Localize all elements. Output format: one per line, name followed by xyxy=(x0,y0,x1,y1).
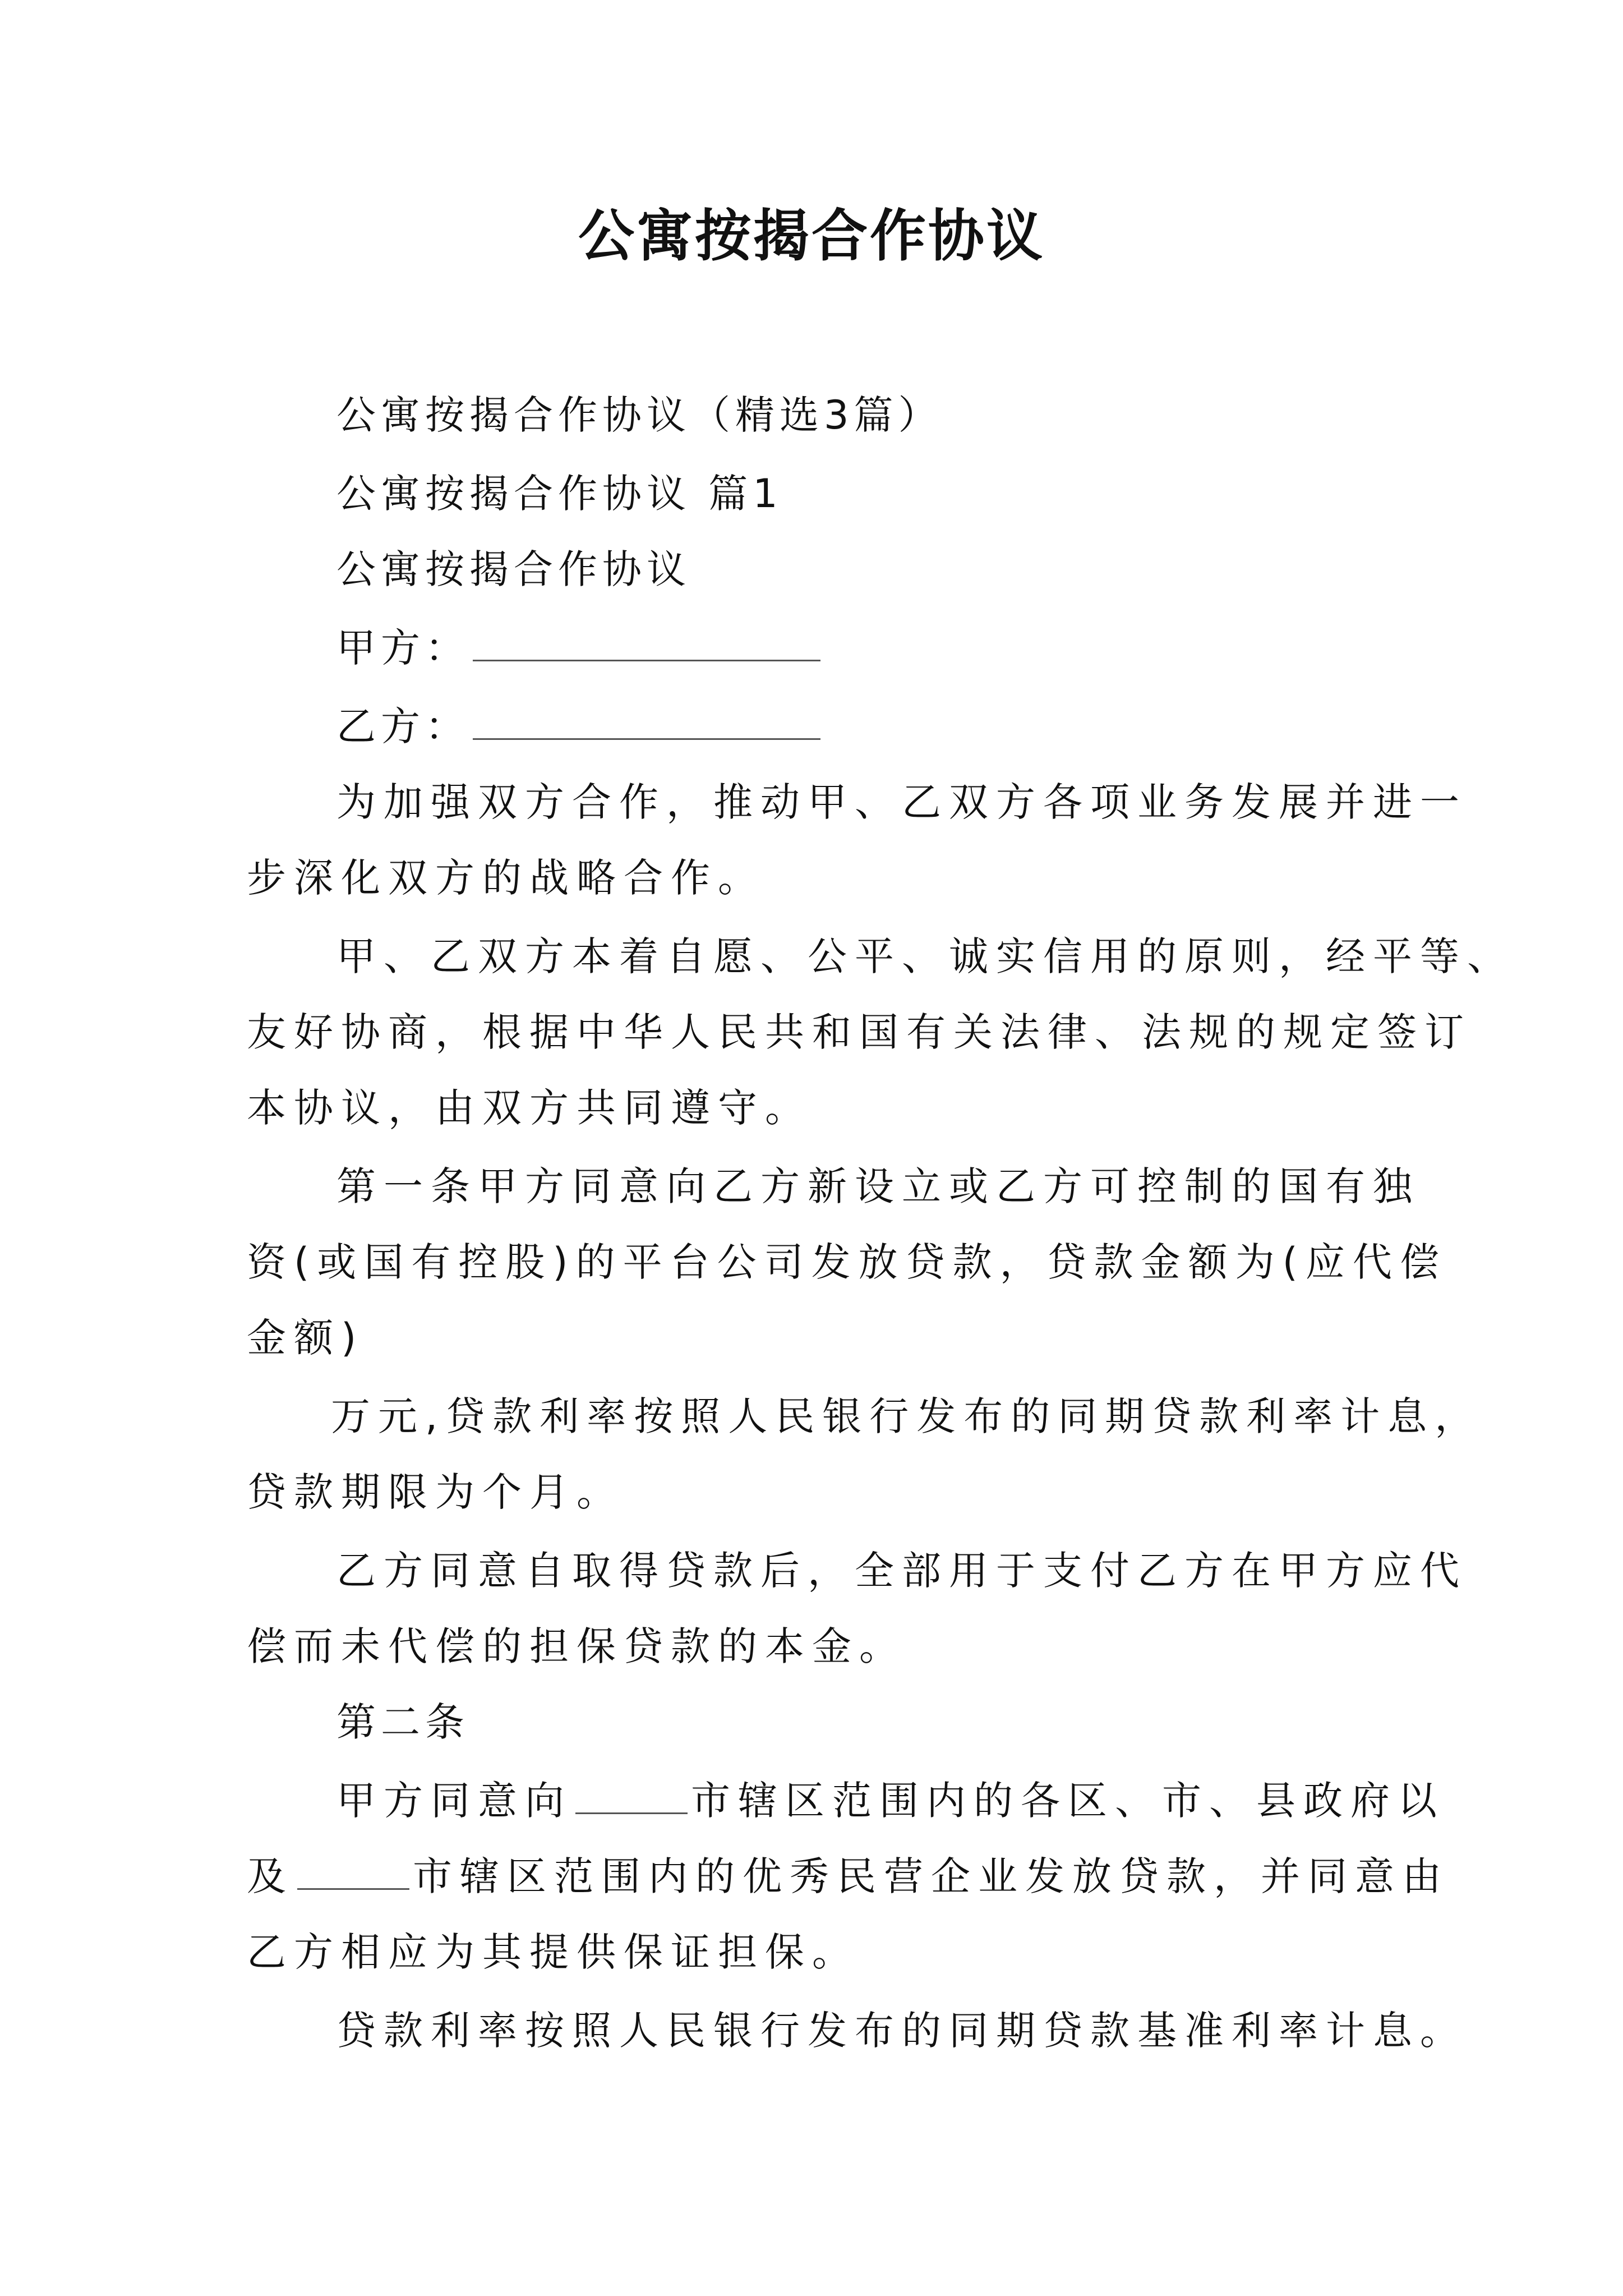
party-a-label: 甲方： xyxy=(336,625,469,671)
party-b-blank[interactable] xyxy=(473,727,820,740)
document-title: 公寓按揭合作协议 xyxy=(578,203,1045,269)
agreement-heading: 公寓按揭合作协议 xyxy=(336,546,691,592)
subtitle-line: 公寓按揭合作协议（精选3篇） xyxy=(336,392,943,438)
article-2-line-1-pre: 甲方同意向 xyxy=(336,1778,572,1824)
article-2-line-2-pre: 及 xyxy=(247,1853,294,1899)
article-2-heading: 第二条 xyxy=(336,1699,469,1745)
party-b-label: 乙方： xyxy=(336,703,469,749)
article-1-line-1: 第一条甲方同意向乙方新设立或乙方可控制的国有独 xyxy=(336,1163,1420,1209)
party-b-line xyxy=(336,698,1486,754)
paragraph-1-line-2: 步深化双方的战略合作。 xyxy=(247,855,765,901)
paragraph-2-line-3: 本协议，由双方共同遵守。 xyxy=(247,1085,812,1131)
interest-rate-line: 贷款利率按照人民银行发布的同期贷款基准利率计息。 xyxy=(336,2008,1467,2054)
article-2-line-1 xyxy=(336,1773,1486,1829)
paragraph-2-line-1: 甲、乙双方本着自愿、公平、诚实信用的原则，经平等、 xyxy=(336,933,1514,979)
article-1-line-3: 金额) xyxy=(247,1315,365,1361)
paragraph-5-line-2: 偿而未代偿的担保贷款的本金。 xyxy=(247,1623,906,1669)
city-blank-2[interactable] xyxy=(297,1877,409,1890)
paragraph-5-line-1: 乙方同意自取得贷款后，全部用于支付乙方在甲方应代 xyxy=(336,1548,1467,1594)
party-a-blank[interactable] xyxy=(473,648,820,661)
paragraph-2-line-2: 友好协商，根据中华人民共和国有关法律、法规的规定签订 xyxy=(247,1009,1472,1055)
section-heading: 公寓按揭合作协议 篇1 xyxy=(336,471,783,517)
party-a-line xyxy=(336,620,1486,676)
article-2-line-1-post: 市辖区范围内的各区、市、县政府以 xyxy=(691,1778,1445,1824)
city-blank-1[interactable] xyxy=(575,1801,688,1814)
article-1-line-5: 贷款期限为个月。 xyxy=(247,1469,624,1515)
article-2-line-3: 乙方相应为其提供保证担保。 xyxy=(247,1929,859,1975)
article-1-line-2: 资(或国有控股)的平台公司发放贷款，贷款金额为(应代偿 xyxy=(247,1239,1447,1285)
paragraph-1-line-1: 为加强双方合作，推动甲、乙双方各项业务发展并进一 xyxy=(336,779,1467,825)
article-1-line-4: 万元,贷款利率按照人民银行发布的同期贷款利率计息， xyxy=(331,1393,1482,1439)
article-2-line-2 xyxy=(247,1848,1449,1904)
article-2-line-2-post: 市辖区范围内的优秀民营企业发放贷款，并同意由 xyxy=(413,1853,1449,1899)
